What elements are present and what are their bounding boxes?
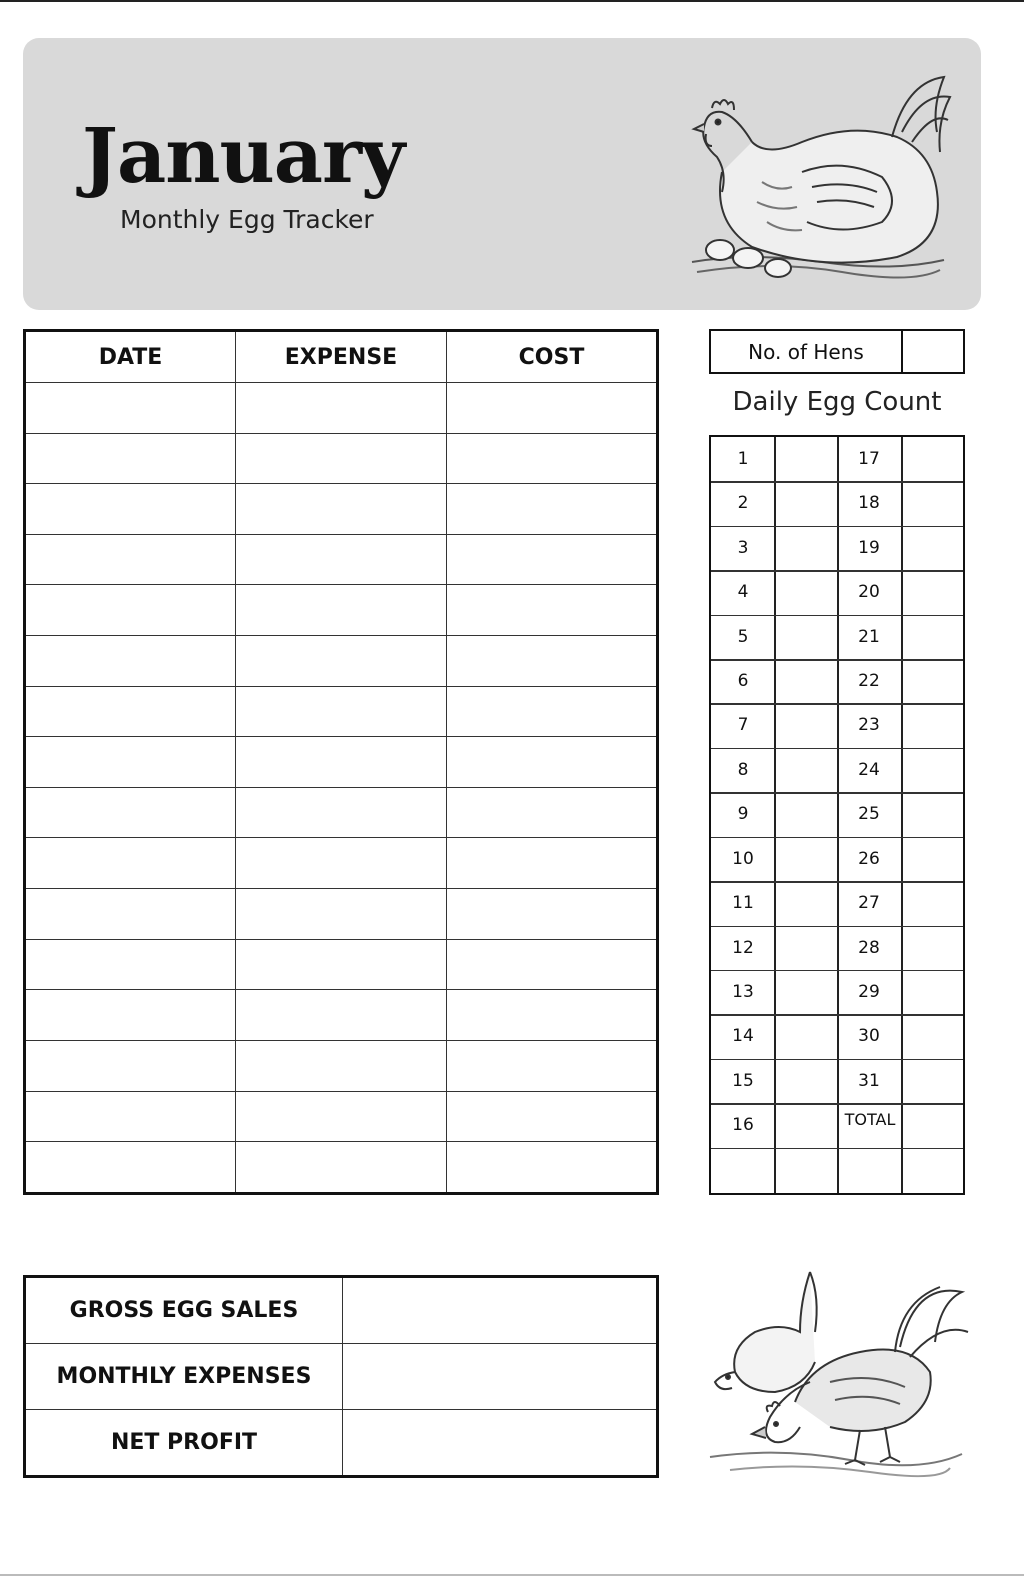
expense-table-header-row <box>25 331 658 383</box>
day-label: 15 <box>732 1070 754 1091</box>
day-label: 8 <box>737 759 749 780</box>
hens-count-label: No. of Hens <box>711 331 903 372</box>
grid-divider <box>774 437 776 1193</box>
expense-cell[interactable] <box>236 838 447 889</box>
table-row <box>25 838 658 889</box>
day-label: 12 <box>732 937 754 958</box>
table-row <box>25 889 658 940</box>
day-label: 2 <box>737 493 749 514</box>
day-label: 1 <box>737 449 749 469</box>
grid-divider <box>711 659 963 661</box>
summary-row-gross-egg-sales <box>25 1277 658 1344</box>
grid-divider <box>711 1014 963 1016</box>
table-row <box>25 1040 658 1091</box>
day-label: 19 <box>858 537 880 558</box>
expense-cell[interactable] <box>236 889 447 940</box>
cost-cell[interactable] <box>447 1040 658 1091</box>
date-cell[interactable] <box>25 383 236 434</box>
day-label: 31 <box>858 1070 880 1091</box>
hen-and-rooster-icon <box>700 1262 970 1480</box>
date-cell[interactable] <box>25 990 236 1041</box>
day-label: 30 <box>858 1026 880 1047</box>
day-label: 17 <box>858 449 880 469</box>
date-cell[interactable] <box>25 636 236 687</box>
expense-cell[interactable] <box>236 534 447 585</box>
grid-divider <box>711 926 963 928</box>
gross-egg-sales-label: GROSS EGG SALES <box>25 1277 343 1344</box>
day-label: 16 <box>732 1115 754 1136</box>
cost-cell[interactable] <box>447 1091 658 1142</box>
egg-count-grid <box>709 435 965 1195</box>
day-label: 26 <box>858 848 880 869</box>
grid-divider <box>711 748 963 750</box>
net-profit-field[interactable] <box>343 1410 658 1477</box>
expense-cell[interactable] <box>236 686 447 737</box>
day-label: 14 <box>732 1026 754 1047</box>
table-row <box>25 787 658 838</box>
table-row <box>25 1142 658 1194</box>
date-cell[interactable] <box>25 534 236 585</box>
table-row <box>25 585 658 636</box>
hens-count-box <box>709 329 965 374</box>
cost-cell[interactable] <box>447 737 658 788</box>
bottom-border <box>0 1574 1024 1576</box>
grid-divider <box>711 970 963 972</box>
expense-cell[interactable] <box>236 1040 447 1091</box>
expense-cell[interactable] <box>236 1091 447 1142</box>
expense-cell[interactable] <box>236 433 447 484</box>
day-label: 29 <box>858 981 880 1002</box>
table-row <box>25 636 658 687</box>
summary-row-net-profit <box>25 1410 658 1477</box>
column-header-expense: EXPENSE <box>236 331 447 383</box>
day-label: 18 <box>858 493 880 514</box>
cost-cell[interactable] <box>447 686 658 737</box>
date-cell[interactable] <box>25 1040 236 1091</box>
net-profit-label: NET PROFIT <box>25 1410 343 1477</box>
day-label: 23 <box>858 715 880 736</box>
column-header-date: DATE <box>25 331 236 383</box>
day-label: 10 <box>732 848 754 869</box>
grid-divider <box>711 703 963 705</box>
table-row <box>25 939 658 990</box>
expense-cell[interactable] <box>236 1142 447 1194</box>
table-row <box>25 990 658 1041</box>
grid-divider <box>711 615 963 617</box>
gross-egg-sales-field[interactable] <box>343 1277 658 1344</box>
grid-divider <box>711 837 963 839</box>
day-label: 3 <box>737 537 749 558</box>
day-label: 21 <box>858 626 880 647</box>
day-label: 6 <box>737 671 749 692</box>
day-label: 24 <box>858 759 880 780</box>
hens-count-field[interactable] <box>903 331 963 372</box>
grid-divider <box>711 481 963 483</box>
date-cell[interactable] <box>25 1091 236 1142</box>
cost-cell[interactable] <box>447 433 658 484</box>
expense-cell[interactable] <box>236 990 447 1041</box>
expense-cell[interactable] <box>236 484 447 535</box>
grid-divider <box>711 1148 963 1150</box>
cost-cell[interactable] <box>447 889 658 940</box>
monthly-expenses-label: MONTHLY EXPENSES <box>25 1344 343 1410</box>
page-subtitle: Monthly Egg Tracker <box>120 205 374 234</box>
day-label: 9 <box>737 804 749 825</box>
grid-divider <box>711 1059 963 1061</box>
cost-cell[interactable] <box>447 534 658 585</box>
page-title: January <box>82 111 405 200</box>
expense-table <box>23 329 659 1195</box>
cost-cell[interactable] <box>447 383 658 434</box>
day-label: 28 <box>858 937 880 958</box>
table-row <box>25 534 658 585</box>
cost-cell[interactable] <box>447 1142 658 1194</box>
cost-cell[interactable] <box>447 585 658 636</box>
expense-cell[interactable] <box>236 737 447 788</box>
date-cell[interactable] <box>25 585 236 636</box>
summary-row-monthly-expenses <box>25 1344 658 1410</box>
table-row <box>25 484 658 535</box>
cost-cell[interactable] <box>447 484 658 535</box>
hen-on-nest-icon <box>682 62 954 286</box>
day-label: 11 <box>732 893 754 914</box>
date-cell[interactable] <box>25 838 236 889</box>
date-cell[interactable] <box>25 686 236 737</box>
grid-divider <box>711 570 963 572</box>
total-label: TOTAL <box>844 1110 896 1129</box>
grid-divider <box>711 792 963 794</box>
cost-cell[interactable] <box>447 939 658 990</box>
egg-count-title: Daily Egg Count <box>732 387 942 417</box>
date-cell[interactable] <box>25 433 236 484</box>
day-label: 22 <box>858 671 880 692</box>
expense-cell[interactable] <box>236 787 447 838</box>
grid-divider <box>711 881 963 883</box>
cost-cell[interactable] <box>447 990 658 1041</box>
day-label: 5 <box>737 626 749 647</box>
cost-cell[interactable] <box>447 787 658 838</box>
day-label: 7 <box>737 715 749 736</box>
monthly-expenses-field[interactable] <box>343 1344 658 1410</box>
cost-cell[interactable] <box>447 636 658 687</box>
table-row <box>25 1091 658 1142</box>
expense-cell[interactable] <box>236 939 447 990</box>
cost-cell[interactable] <box>447 838 658 889</box>
date-cell[interactable] <box>25 484 236 535</box>
expense-cell[interactable] <box>236 585 447 636</box>
top-border <box>0 0 1024 2</box>
day-label: 20 <box>858 582 880 603</box>
date-cell[interactable] <box>25 939 236 990</box>
expense-cell[interactable] <box>236 383 447 434</box>
table-row <box>25 686 658 737</box>
date-cell[interactable] <box>25 787 236 838</box>
day-label: 27 <box>858 893 880 914</box>
expense-cell[interactable] <box>236 636 447 687</box>
table-row <box>25 737 658 788</box>
table-row <box>25 433 658 484</box>
date-cell[interactable] <box>25 1142 236 1194</box>
grid-divider <box>901 437 903 1193</box>
day-label: 4 <box>737 582 749 603</box>
grid-divider <box>711 526 963 528</box>
column-header-cost: COST <box>447 331 658 383</box>
table-row <box>25 383 658 434</box>
summary-table <box>23 1275 659 1478</box>
grid-divider <box>711 1103 963 1105</box>
day-label: 25 <box>858 804 880 825</box>
date-cell[interactable] <box>25 889 236 940</box>
date-cell[interactable] <box>25 737 236 788</box>
day-label: 13 <box>732 981 754 1002</box>
